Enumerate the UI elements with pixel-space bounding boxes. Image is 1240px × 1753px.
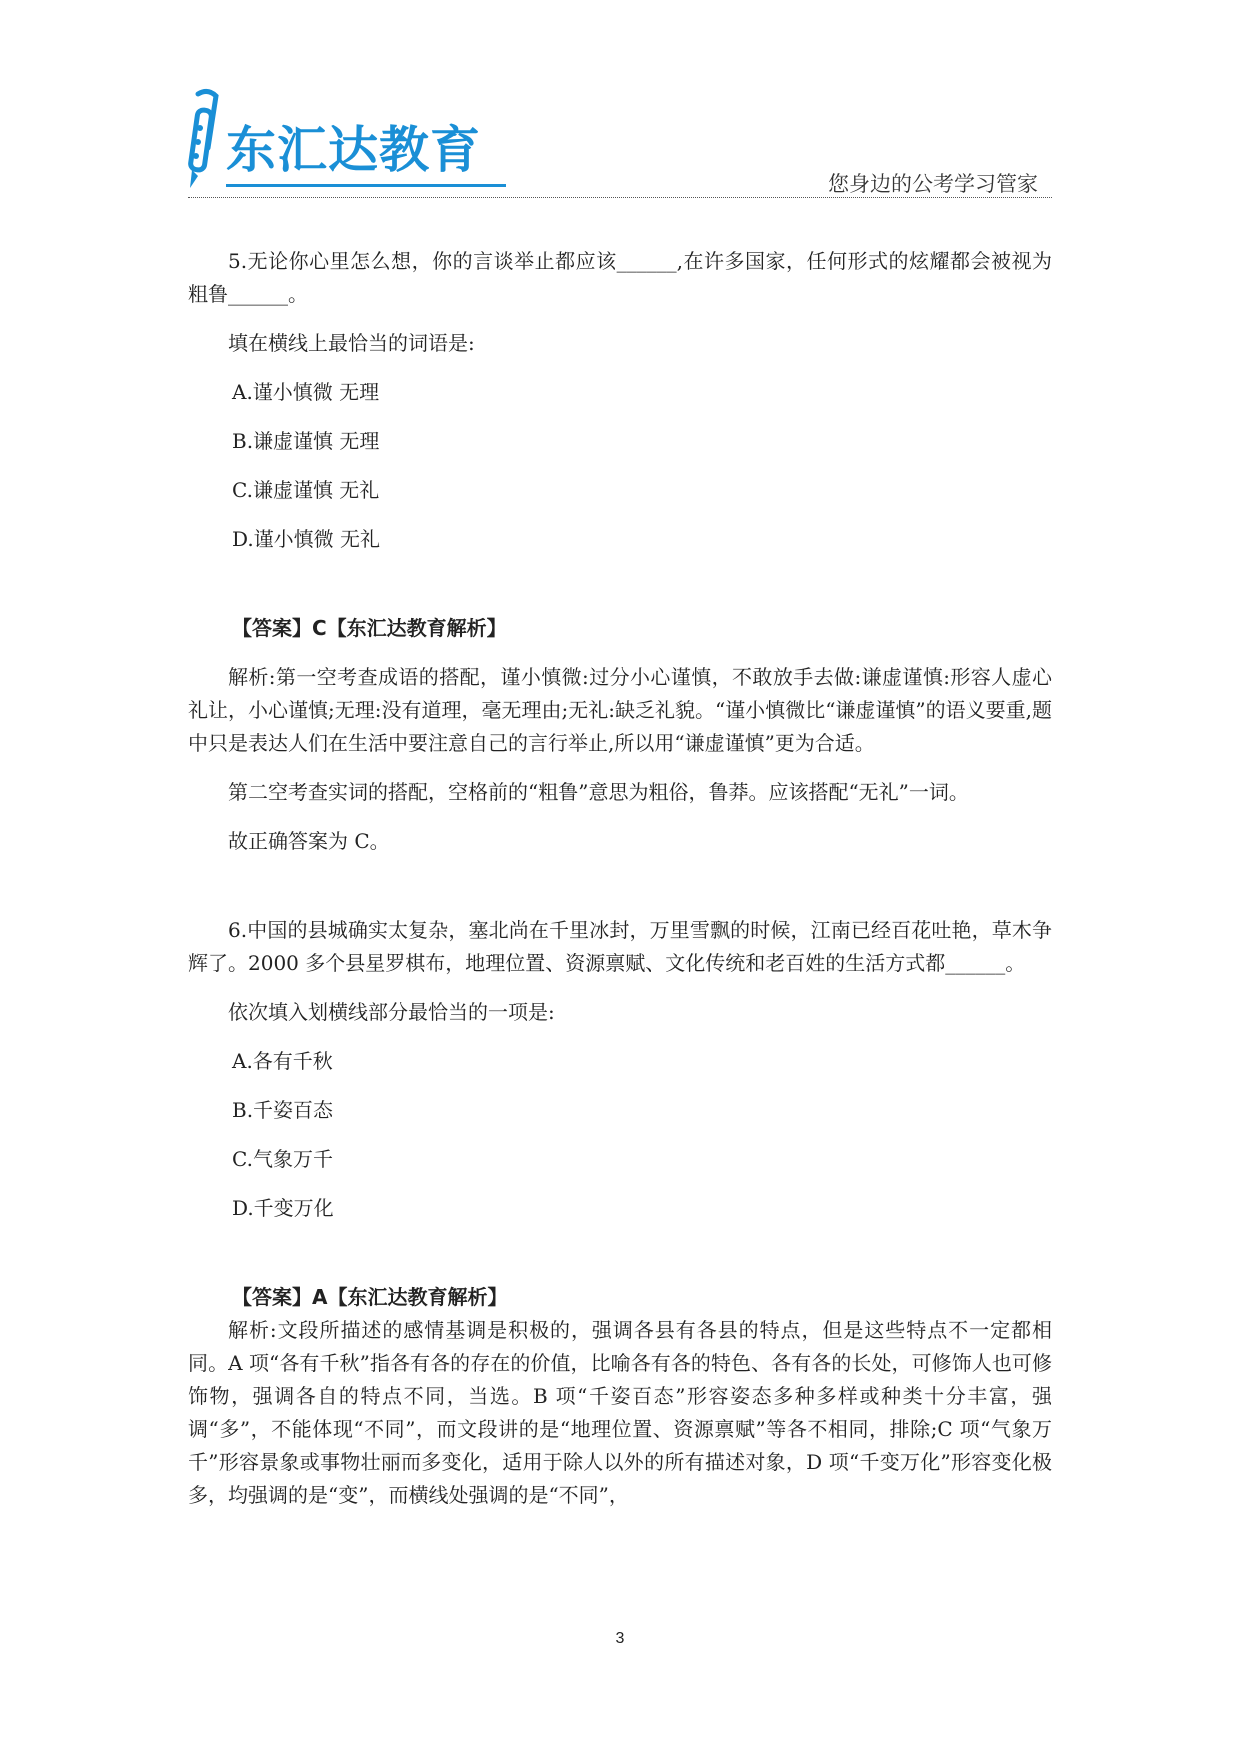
logo-text: 东汇达教育 — [226, 121, 481, 179]
q5-analysis-1: 解析:第一空考查成语的搭配，谨小慎微:过分小心谨慎，不敢放手去做:谦虚谨慎:形容人虚心礼让，小心谨慎;无理:没有道理，毫无理由;无礼:缺乏礼貌。“谨小慎微比“谦虚谨慎”的语义要重,题中只是表达人们在生活中要注意自己的言行举止,所以用“谦虚谨慎”更为合适。 — [188, 665, 1052, 755]
q6-question: 6.中国的县城确实太复杂，塞北尚在千里冰封，万里雪飘的时候，江南已经百花吐艳，草木争辉了。2000 多个县星罗棋布，地理位置、资源禀赋、文化传统和老百姓的生活方式都______。 — [188, 918, 1052, 975]
q6-prompt: 依次填入划横线部分最恰当的一项是: — [228, 1000, 555, 1024]
document-body — [188, 245, 1052, 1528]
q5-option-c: C.谦虚谨慎 无礼 — [232, 478, 380, 502]
page-header — [0, 0, 1240, 210]
logo-underline — [226, 184, 506, 187]
q6-analysis-1: 解析:文段所描述的感情基调是积极的，强调各县有各县的特点，但是这些特点不一定都相同。A 项“各有千秋”指各有各的存在的价值，比喻各有各的特色、各有各的长处，可修饰人也可修饰物，强调各自的特点不同，当选。B 项“千姿百态”形容姿态多种多样或种类十分丰富，强调“多”，不能体现“不同”，而文段讲的是“地理位置、资源禀赋”等各不相同，排除;C 项“气象万千”形容景象或事物壮丽而多变化，适用于除人以外的所有描述对象，D 项“千变万化”形容变化极多，均强调的是“变”，而横线处强调的是“不同”， — [188, 1318, 1052, 1507]
q5-answer-heading: 【答案】C【东汇达教育解析】 — [232, 616, 507, 640]
q6-option-b: B.千姿百态 — [232, 1098, 334, 1122]
q5-question: 5.无论你心里怎么想，你的言谈举止都应该______,在许多国家，任何形式的炫耀都会被视为粗鲁______。 — [188, 249, 1052, 306]
q5-option-b: B.谦虚谨慎 无理 — [232, 429, 380, 453]
spacer — [188, 572, 1052, 612]
q5-option-d: D.谨小慎微 无礼 — [232, 527, 381, 551]
q5-prompt: 填在横线上最恰当的词语是: — [228, 331, 475, 355]
logo — [186, 88, 516, 192]
q6-option-d: D.千变万化 — [232, 1196, 334, 1220]
spacer — [188, 1241, 1052, 1281]
header-divider — [188, 197, 1052, 198]
q6-answer-heading: 【答案】A【东汇达教育解析】 — [232, 1285, 508, 1309]
q5-analysis-3: 故正确答案为 C。 — [228, 829, 390, 853]
q6-option-c: C.气象万千 — [232, 1147, 333, 1171]
q6-option-a: A.各有千秋 — [232, 1049, 333, 1073]
q5-analysis-2: 第二空考查实词的搭配，空格前的“粗鲁”意思为粗俗，鲁莽。应该搭配“无礼”一词。 — [228, 780, 969, 804]
page-number: 3 — [615, 1630, 625, 1647]
q5-option-a: A.谨小慎微 无理 — [232, 380, 380, 404]
spacer — [188, 874, 1052, 914]
pen-clip-logo-icon — [186, 88, 230, 192]
header-slogan: 您身边的公考学习管家 — [828, 172, 1038, 196]
